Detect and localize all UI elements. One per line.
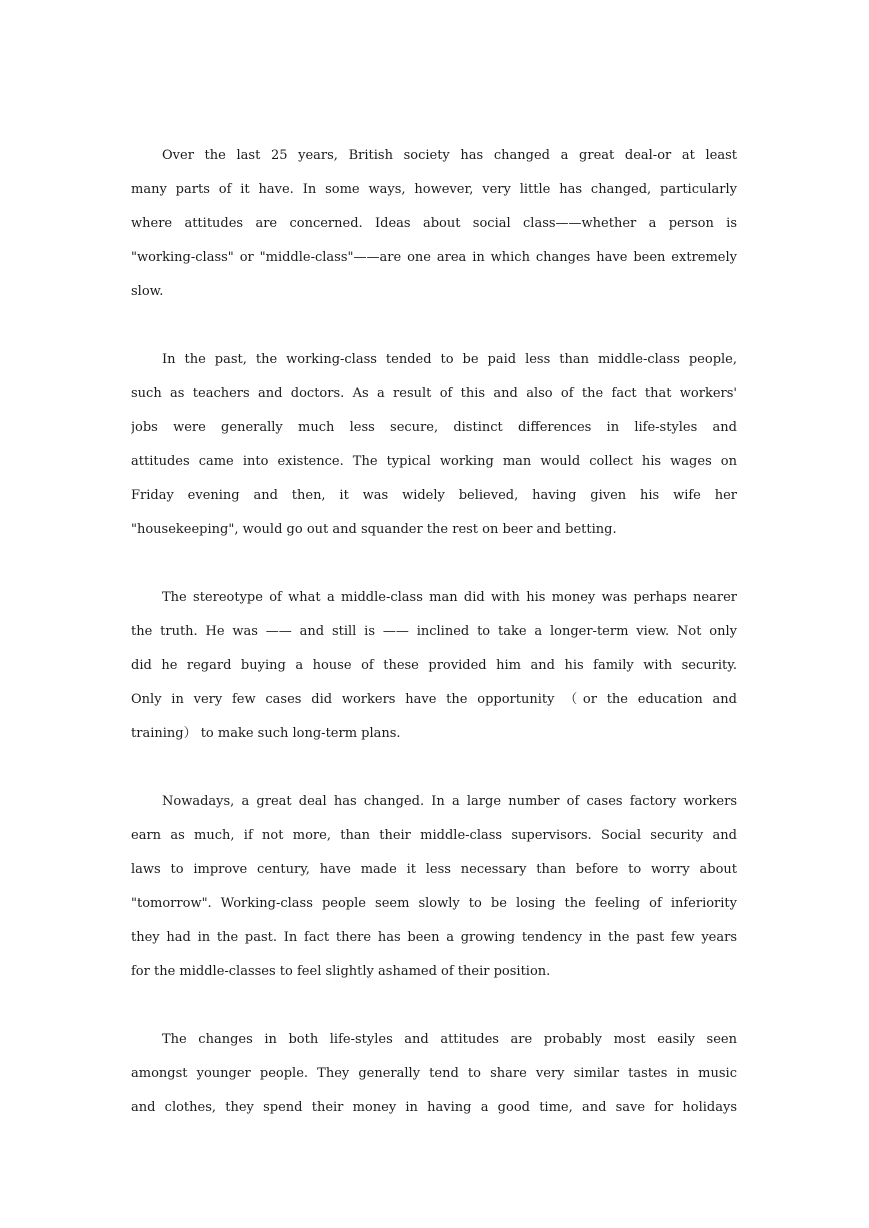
- text-line: The changes in both life-styles and attitudes are probably most easily seen: [162, 1032, 737, 1047]
- paragraph-2: [131, 343, 737, 547]
- text-line: Only in very few cases did workers have the opportunity （or the education and: [131, 692, 737, 707]
- text-line: many parts of it have. In some ways, however, very little has changed, particularly: [131, 182, 737, 197]
- text-line: Over the last 25 years, British society has changed a great deal-or at least: [162, 148, 737, 163]
- text-line: "working-class" or "middle-class"——are one area in which changes have been extremely: [131, 250, 737, 265]
- text-line: Nowadays, a great deal has changed. In a large number of cases factory workers: [162, 794, 737, 809]
- text-line: "tomorrow". Working-class people seem slowly to be losing the feeling of inferiority: [131, 896, 737, 911]
- text-line: "housekeeping", would go out and squander the rest on beer and betting.: [131, 522, 617, 537]
- text-line: the truth. He was —— and still is —— inclined to take a longer-term view. Not only: [131, 624, 737, 639]
- text-line: and clothes, they spend their money in having a good time, and save for holidays: [131, 1100, 737, 1115]
- text-line: for the middle-classes to feel slightly ashamed of their position.: [131, 964, 551, 979]
- text-line: where attitudes are concerned. Ideas about social class——whether a person is: [131, 216, 737, 231]
- text-line: training） to make such long-term plans.: [131, 726, 401, 741]
- text-line: slow.: [131, 284, 164, 299]
- text-line: In the past, the working-class tended to be paid less than middle-class people,: [162, 352, 737, 367]
- paragraph-1: [131, 139, 737, 309]
- text-line: amongst younger people. They generally tend to share very similar tastes in music: [131, 1066, 737, 1081]
- document-body: [131, 139, 737, 1159]
- text-line: laws to improve century, have made it less necessary than before to worry about: [131, 862, 737, 877]
- text-line: earn as much, if not more, than their middle-class supervisors. Social security and: [131, 828, 737, 843]
- text-line: such as teachers and doctors. As a result of this and also of the fact that workers': [131, 386, 737, 401]
- text-line: Friday evening and then, it was widely believed, having given his wife her: [131, 488, 737, 503]
- paragraph-5: [131, 1023, 737, 1125]
- text-line: they had in the past. In fact there has been a growing tendency in the past few years: [131, 930, 737, 945]
- text-line: jobs were generally much less secure, distinct differences in life-styles and: [131, 420, 737, 435]
- paragraph-4: [131, 785, 737, 989]
- paragraph-3: [131, 581, 737, 751]
- text-line: did he regard buying a house of these provided him and his family with security.: [131, 658, 737, 673]
- text-line: The stereotype of what a middle-class man did with his money was perhaps nearer: [162, 590, 737, 605]
- text-line: attitudes came into existence. The typical working man would collect his wages on: [131, 454, 737, 469]
